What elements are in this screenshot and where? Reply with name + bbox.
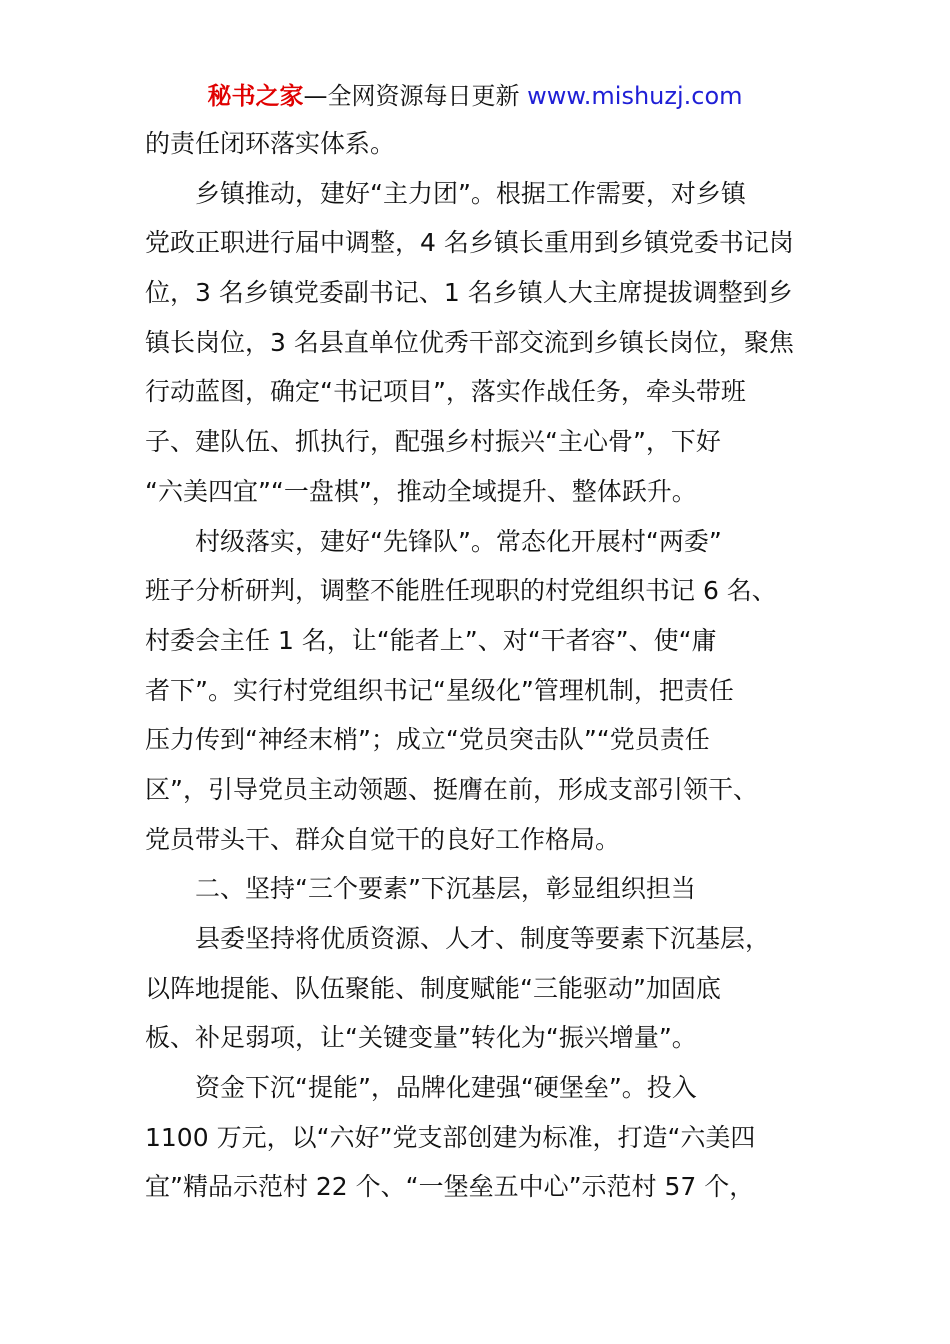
paragraph-start-line: 村级落实，建好“先锋队”。常态化开展村“两委” [195,526,722,556]
text-line: 宜”精品示范村 22 个、“一堡垒五中心”示范村 57 个， [145,1172,755,1202]
text-line: 区”，引导党员主动领题、挺膺在前，形成支部引领干、 [145,774,758,804]
text-line: 党政正职进行届中调整，4 名乡镇长重用到乡镇党委书记岗 [145,228,794,258]
text-line: 党员带头干、群众自觉干的良好工作格局。 [145,824,621,854]
text-line: 1100 万元，以“六好”党支部创建为标准，打造“六美四 [145,1122,756,1152]
document-body [145,119,811,1212]
site-header [0,80,950,112]
text-line: 以阵地提能、队伍聚能、制度赋能“三能驱动”加固底 [145,973,721,1003]
paragraph-start-line: 县委坚持将优质资源、人才、制度等要素下沉基层， [195,924,771,953]
text-line: 板、补足弱项，让“关键变量”转化为“振兴增量”。 [145,1023,697,1053]
paragraph-start-line: 乡镇推动，建好“主力团”。根据工作需要，对乡镇 [195,178,746,208]
text-line: 压力传到“神经末梢”；成立“党员突击队”“党员责任 [145,725,710,755]
site-brand: 秘书之家 [207,82,304,110]
text-line: 位，3 名乡镇党委副书记、1 名乡镇人大主席提拔调整到乡 [145,278,793,308]
paragraph-start-line: 资金下沉“提能”，品牌化建强“硬堡垒”。投入 [195,1073,697,1103]
text-line: 村委会主任 1 名，让“能者上”、对“干者容”、使“庸 [145,625,717,655]
text-line: “六美四宜”“一盘棋”，推动全域提升、整体跃升。 [145,476,697,506]
text-line: 班子分析研判，调整不能胜任现职的村党组织书记 6 名、 [145,576,777,606]
text-line: 行动蓝图，确定“书记项目”，落实作战任务，牵头带班 [145,377,746,407]
section-heading: 二、坚持“三个要素”下沉基层，彰显组织担当 [195,874,696,904]
text-line: 镇长岗位，3 名县直单位优秀干部交流到乡镇长岗位，聚焦 [145,327,794,357]
text-line: 者下”。实行村党组织书记“星级化”管理机制，把责任 [145,675,734,705]
site-tagline: —全网资源每日更新 [303,82,528,110]
site-url-link[interactable]: www.mishuzj.com [527,82,743,110]
text-line: 的责任闭环落实体系。 [145,129,396,158]
text-line: 子、建队伍、抓执行，配强乡村振兴“主心骨”，下好 [145,427,721,457]
